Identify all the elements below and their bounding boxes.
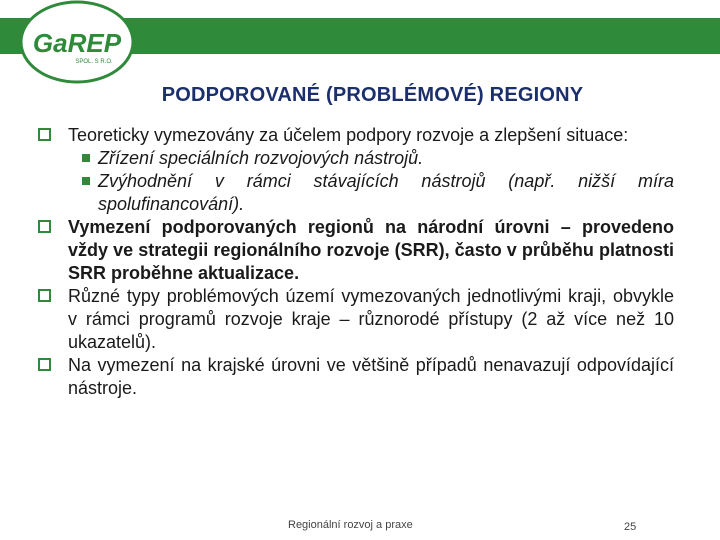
sub-bullet-text: Zvýhodnění v rámci stávajících nástrojů (např. nižší míra spolufinancování). [98, 171, 674, 214]
bullet-item [38, 124, 674, 147]
checkbox-bullet-icon [38, 128, 51, 141]
sub-bullet-item [38, 170, 674, 216]
checkbox-bullet-icon [38, 220, 51, 233]
sub-bullet-item [38, 147, 674, 170]
logo-subtext: SPOL. S R.O. [75, 59, 113, 65]
bullet-text: Teoreticky vymezovány za účelem podpory rozvoje a zlepšení situace: [68, 125, 629, 145]
checkbox-bullet-icon [38, 289, 51, 302]
logo-text: GaREP [32, 28, 122, 58]
bullet-item [38, 354, 674, 400]
bullet-text: Vymezení podporovaných regionů na národní úrovni – provedeno vždy ve strategii regionálního rozvoje (SRR), často v průběhu platnosti SRR proběhne aktualizace. [68, 217, 674, 283]
square-bullet-icon [82, 154, 90, 162]
bullet-list [38, 124, 674, 400]
sub-bullet-text: Zřízení speciálních rozvojových nástrojů. [98, 148, 424, 168]
company-logo [18, 0, 136, 90]
square-bullet-icon [82, 177, 90, 185]
footer-label: Regionální rozvoj a praxe [288, 519, 413, 531]
bullet-text: Různé typy problémových území vymezovaných jednotlivými kraji, obvykle v rámci programů rozvoje kraje – různorodé přístupy (2 až více než 10 ukazatelů). [68, 286, 674, 352]
bullet-item [38, 216, 674, 285]
slide-title: PODPOROVANÉ (PROBLÉMOVÉ) REGIONY [161, 84, 584, 106]
checkbox-bullet-icon [38, 358, 51, 371]
bullet-item [38, 285, 674, 354]
bullet-text: Na vymezení na krajské úrovni ve většině případů nenavazují odpovídající nástroje. [68, 355, 674, 398]
page-number: 25 [624, 521, 637, 533]
